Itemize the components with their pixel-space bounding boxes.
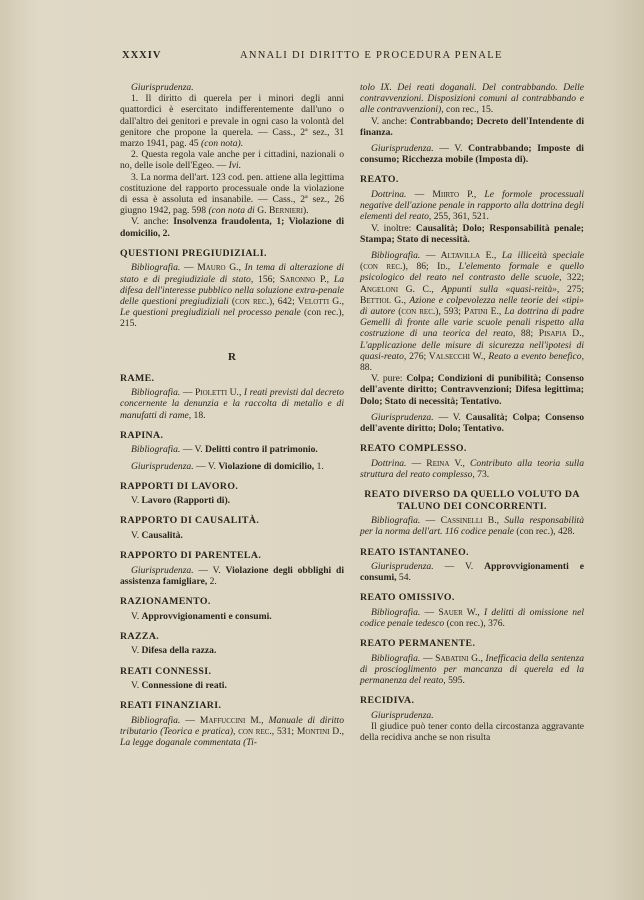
entry-reato-inoltre: V. inoltre: Causalità; Dolo; Responsabilità penale; Stampa; Stato di necessità. xyxy=(360,222,584,245)
entry-causalita: V. Causalità. xyxy=(131,529,183,541)
entry-reato-giur: Giurisprudenza. — V. Causalità; Colpa; Consenso dell'avente diritto; Dolo; Tentativo. xyxy=(360,411,584,434)
heading-reati-connessi: REATI CONNESSI. xyxy=(120,665,212,677)
giurisprudenza-label: Giurisprudenza. xyxy=(131,82,194,93)
heading-reato-diverso: REATO DIVERSO DA QUELLO VOLUTO DA TALUNO DEI CONCORRENTI. xyxy=(364,489,580,512)
entry-razza: V. Difesa della razza. xyxy=(131,645,217,657)
page-number: XXXIV xyxy=(122,50,162,61)
entry-reato-dottrina: Dottrina. — Miirto P., Le formole processuali negative dell'azione penale in rapporto alla dottrina degli elementi del reato, 255, 361, 521. xyxy=(360,188,584,223)
heading-razionamento: RAZIONAMENTO. xyxy=(120,596,211,608)
entry-questioni: Bibliografia. — Mauro G., In tema di alterazione di stato e di pregiudiziale di stato, 156; Saronno P., La difesa dell'interesse pubblico nella soluzione extra-penale delle questioni pregiudiziali (con rec.), 642; Velotti G., Le questioni pregiudiziali nel processo penale (con rec.), 215. xyxy=(120,262,345,330)
entry-razionamento: V. Approvvigionamenti e consumi. xyxy=(131,610,272,622)
heading-reato-permanente: REATO PERMANENTE. xyxy=(360,638,476,650)
heading-reato-complesso: REATO COMPLESSO. xyxy=(360,443,467,455)
entry-recidiva-text: Il giudice può tener conto della circostanza aggravante della recidiva anche se non risulta xyxy=(360,721,584,744)
entry-rapina-1: Bibliografia. — V. Delitti contro il patrimonio. xyxy=(131,444,318,456)
heading-reato-istantaneo: REATO ISTANTANEO. xyxy=(360,546,469,558)
entry-reato-complesso: Dottrina. — Reina V., Contributo alla teoria sulla struttura del reato complesso, 73. xyxy=(360,457,584,480)
heading-parentela: RAPPORTO DI PARENTELA. xyxy=(120,550,262,562)
entry-recidiva-label: Giurisprudenza. xyxy=(371,709,434,721)
entry-reati-finanziari: Bibliografia. — Maffuccini M., Manuale di diritto tributario (Teorica e pratica), con rec., 531; Montini D., La legge doganale commentata (Ti- xyxy=(120,714,344,749)
heading-rame: RAME. xyxy=(120,372,155,384)
entry-reato-bibliografia: Bibliografia. — Altavilla E., La illiceità speciale (con rec.), 86; Id., L'elemento formale e quello psicologico del reato nel contrasto delle scuole, 322; Angeloni G. C., Appunti sulla «quasi-reità», 275; Bettiol G., Azione e colpevolezza nelle teorie dei «tipi» di autore (con rec.), 593; Patini E., La dottrina di padre Gemelli di fronte alle varie scuole penali rispetto alla costruzione di una teorica del reato, 88; Pisapia D., L'applicazione delle misure di sicurezza nell'ipotesi di quasi-reato, 276; Valsecchi W., Reato a evento benefico, 88. xyxy=(360,249,584,373)
paragraph-2: 2. Questa regola vale anche per i cittadini, nazionali o no, delle isole dell'Egeo. — Ivi. xyxy=(120,149,344,172)
entry-reati-connessi: V. Connessione di reati. xyxy=(131,680,227,691)
section-letter: R xyxy=(228,350,236,363)
entry-rapina-2: Giurisprudenza. — V. Violazione di domicilio, 1. xyxy=(131,460,324,472)
left-column xyxy=(120,82,344,748)
heading-causalita: RAPPORTO DI CAUSALITÀ. xyxy=(120,515,260,527)
entry-reato-permanente: Bibliografia. — Sabatini G., Inefficacia della sentenza di proscioglimento per mancanza di querela ed la permanenza del reato, 595. xyxy=(360,652,585,687)
heading-recidiva: RECIDIVA. xyxy=(360,695,415,707)
running-title: ANNALI DI DIRITTO E PROCEDURA PENALE xyxy=(240,50,503,61)
entry-reato-omissivo: Bibliografia. — Sauer W., I delitti di omissione nel codice penale tedesco (con rec.), 376. xyxy=(360,606,584,630)
paragraph-1: 1. Il diritto di querela per i minori degli anni quattordici è esercitato indifferentemente dall'uno o dall'altro dei genitori e prevale in ogni caso la volontà del genitore che propone la querela. — Cass., 2ª sez., 31 marzo 1941, pag. 45 (con nota). xyxy=(120,93,344,150)
continuation: tolo IX. Dei reati doganali. Del contrabbando. Delle contravvenzioni. Disposizioni comuni al contrabbando e alle contravvenzioni), con rec., 15. xyxy=(360,82,584,116)
entry-reato-istantaneo: Giurisprudenza. — V. Approvvigionamenti e consumi, 54. xyxy=(360,561,584,584)
entry-rame: Bibliografia. — Pioletti U., I reati previsti dal decreto concernente la denunzia e la raccolta di metallo e di manufatti di rame, 18. xyxy=(120,387,344,421)
heading-rapporti-lavoro: RAPPORTI DI LAVORO. xyxy=(120,480,239,492)
heading-razza: RAZZA. xyxy=(120,630,160,642)
giur-right: Giurisprudenza. — V. Contrabbando; Imposte di consumo; Ricchezza mobile (Imposta di). xyxy=(360,143,584,166)
entry-reato-diverso: Bibliografia. — Cassinelli B., Sulla responsabilità per la norma dell'art. 116 codice penale (con rec.), 428. xyxy=(360,515,584,538)
running-header xyxy=(122,50,588,66)
heading-reato: REATO. xyxy=(360,174,399,186)
see-also-right: V. anche: Contrabbando; Decreto dell'Intendente di finanza. xyxy=(360,115,585,138)
entry-lavoro: V. Lavoro (Rapporti di). xyxy=(131,495,231,507)
right-column xyxy=(360,82,584,744)
see-also: V. anche: Insolvenza fraudolenta, 1; Violazione di domicilio, 2. xyxy=(120,216,344,239)
paragraph-3: 3. La norma dell'art. 123 cod. pen. attiene alla legittima costituzione del rapporto processuale onde la violazione di essa è assoluta ed insanabile. — Cass., 2ª sez., 26 giugno 1942, pag. 598 (con nota di G. Bernieri). xyxy=(120,171,344,217)
heading-questioni-pregiudiziali: QUESTIONI PREGIUDIZIALI. xyxy=(120,247,267,259)
heading-rapina: RAPINA. xyxy=(120,429,164,441)
heading-reato-omissivo: REATO OMISSIVO. xyxy=(360,592,455,604)
heading-reati-finanziari: REATI FINANZIARI. xyxy=(120,700,222,712)
entry-reato-pure: V. pure: Colpa; Condizioni di punibilità; Consenso dell'avente diritto; Contravvenzioni; Difesa legittima; Dolo; Stato di necessità; Tentativo. xyxy=(360,373,584,407)
entry-parentela: Giurisprudenza. — V. Violazione degli obblighi di assistenza famigliare, 2. xyxy=(120,564,344,587)
